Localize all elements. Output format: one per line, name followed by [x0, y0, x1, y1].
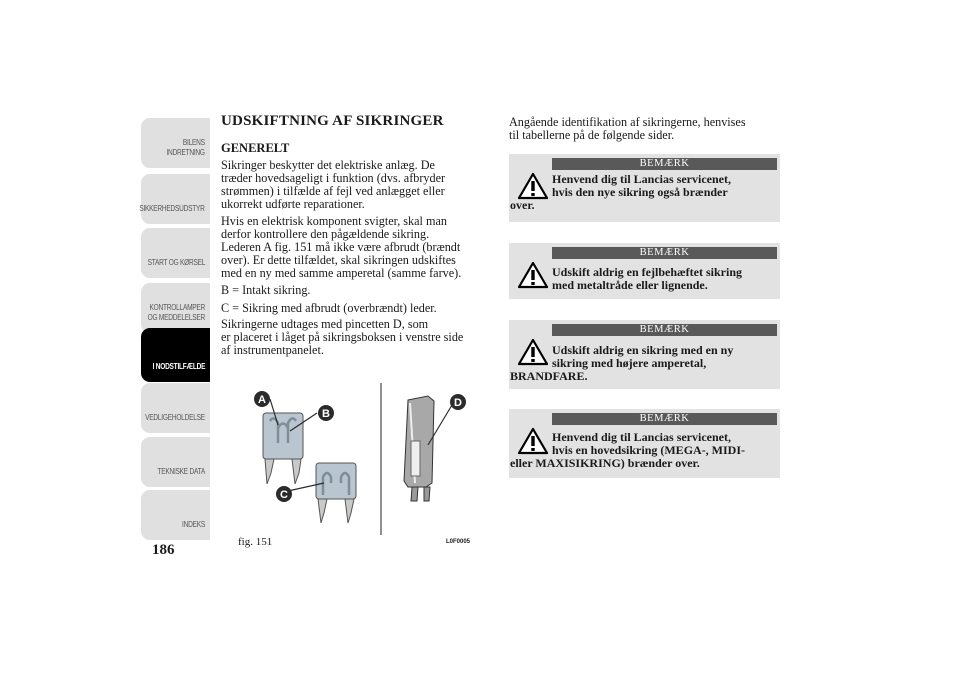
text-line: træder hovedsageligt i funktion (dvs. afbryder: [221, 171, 446, 185]
blown-fuse-c: [316, 463, 356, 523]
callout-d-label: D: [454, 397, 462, 409]
warning-note: [509, 243, 780, 299]
text-line: Angående identifikation af sikringerne, henvises: [509, 115, 746, 129]
text-line: hvis den nye sikring også brænder: [552, 185, 728, 199]
note-text: [509, 431, 762, 470]
text-line: Sikringerne udtages med pincetten D, som: [221, 317, 429, 331]
text-line: C = Sikring med afbrudt (overbrændt) leder.: [221, 301, 437, 315]
fuse-puller-d: [404, 396, 434, 501]
text-line: eller MAXISIKRING) brænder over.: [510, 456, 700, 470]
text-line: er placeret i låget på sikringsboksen i venstre side: [221, 330, 464, 344]
text-line: Henvend dig til Lancias servicenet,: [552, 172, 731, 186]
text-line: ukorrekt udførte reparationer.: [221, 197, 365, 211]
callout-a-label: A: [258, 394, 266, 406]
note-text: [509, 173, 762, 212]
text-line: Henvend dig til Lancias servicenet,: [552, 430, 731, 444]
text-line: over). Er dette tilfældet, skal sikringen udskiftes: [221, 253, 456, 267]
tab-label: TEKNISKE DATA: [157, 467, 205, 476]
text-line: hvis en hovedsikring (MEGA-, MIDI-: [552, 443, 746, 457]
tab-label: OG MEDDELELSER: [147, 313, 205, 322]
callout-c-label: C: [280, 489, 288, 501]
intro-text: [509, 116, 784, 142]
warning-note: [509, 409, 780, 478]
text-line: sikring med højere amperetal,: [552, 356, 707, 370]
text-line: med metaltråde eller lignende.: [552, 278, 708, 292]
note-heading: BEMÆRK: [552, 324, 777, 336]
fuse-figure: [238, 383, 473, 535]
text-line: Lederen A fig. 151 må ikke være afbrudt (brændt: [221, 240, 461, 254]
tab-label: SIKKERHEDSUDSTYR: [139, 204, 205, 213]
tab-label: INDRETNING: [166, 148, 205, 157]
text-line: Hvis en elektrisk komponent svigter, skal man: [221, 214, 447, 228]
callout-b-label: B: [322, 408, 330, 420]
warning-note: [509, 320, 780, 389]
figure-caption: fig. 151: [238, 536, 273, 548]
text-line: B = Intakt sikring.: [221, 283, 311, 297]
tab-start-og-korsel[interactable]: [141, 228, 210, 278]
figure-code: L0F0005: [446, 539, 471, 545]
paragraph: [221, 284, 491, 297]
tab-label: VEDLIGEHOLDELSE: [145, 413, 205, 422]
text-line: med en ny med samme amperetal (samme farve).: [221, 266, 462, 280]
text-line: derfor kontrollere den pågældende sikring.: [221, 227, 430, 241]
tab-label: KONTROLLAMPER: [149, 303, 205, 312]
section-subtitle: GENERELT: [221, 141, 290, 155]
tab-label: START OG KØRSEL: [147, 258, 205, 267]
note-heading: BEMÆRK: [552, 413, 777, 425]
text-line: over.: [510, 198, 535, 212]
text-line: af instrumentpanelet.: [221, 343, 324, 357]
tab-sikkerhedsudstyr[interactable]: [141, 174, 210, 224]
tab-bilens-indretning[interactable]: [141, 118, 210, 168]
page-number: 186: [152, 542, 175, 558]
tab-tekniske-data[interactable]: [141, 437, 210, 487]
text-line: BRANDFARE.: [510, 369, 588, 383]
paragraph: [221, 302, 491, 315]
section-title: UDSKIFTNING AF SIKRINGER: [221, 113, 444, 129]
warning-note: [509, 154, 780, 222]
text-line: strømmen) i tilfælde af fejl ved anlægget eller: [221, 184, 445, 198]
text-line: til tabellerne på de følgende sider.: [509, 128, 675, 142]
note-heading: BEMÆRK: [552, 158, 777, 170]
note-text: [509, 344, 762, 383]
note-heading: BEMÆRK: [552, 247, 777, 259]
tab-label: BILENS: [183, 138, 205, 147]
paragraph: [221, 159, 491, 211]
text-line: Udskift aldrig en sikring med en ny: [552, 343, 734, 357]
tab-label: INDEKS: [182, 520, 205, 529]
text-line: Udskift aldrig en fejlbehæftet sikring: [552, 265, 742, 279]
tab-i-nodstilfaelde[interactable]: [141, 328, 210, 382]
intact-fuse-b: [263, 413, 303, 484]
tab-label: I NODSTILFÆLDE: [152, 362, 205, 371]
text-line: Sikringer beskytter det elektriske anlæg. De: [221, 158, 435, 172]
fuse-illustration: [238, 383, 473, 535]
paragraph: [221, 215, 491, 280]
tab-kontrollamper[interactable]: [141, 283, 210, 333]
note-text: [509, 266, 762, 292]
tab-vedligeholdelse[interactable]: [141, 383, 210, 433]
paragraph: [221, 318, 491, 357]
tab-indeks[interactable]: [141, 490, 210, 540]
